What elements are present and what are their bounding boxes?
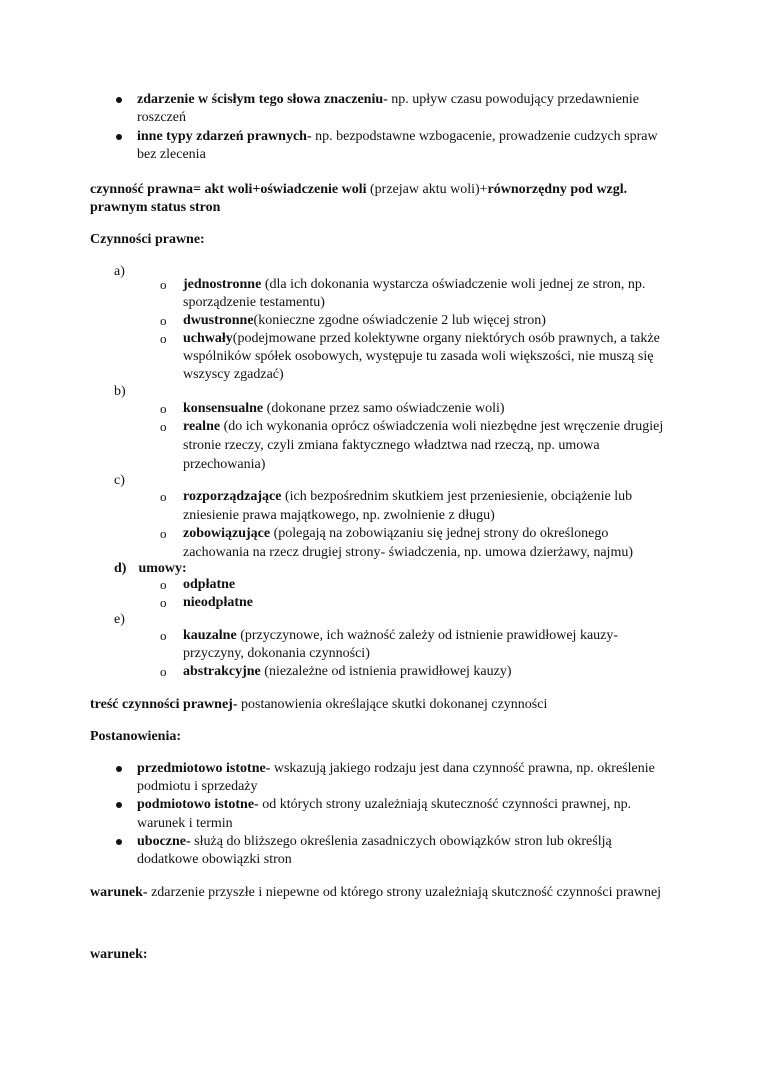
list-item: kauzalne (przyczynowe, ich ważność zależy od istnienie prawidłowej kauzy- [183,628,619,643]
section-heading: Postanowienia: [90,729,181,744]
list-item-continuation: podmiotu i sprzedaży [137,779,258,794]
bullet-icon [116,802,122,808]
list-item: uboczne- służą do bliższego określenia zasadniczych obowiązków stron lub określją [137,834,612,849]
list-item-continuation: stronie rzeczy, czyli zmiana faktycznego władztwa nad rzeczą, np. umowa [183,438,600,453]
circle-bullet-icon: o [160,577,167,592]
circle-bullet-icon: o [160,277,167,292]
tresc-definition: treść czynności prawnej- postanowienia określające skutki dokonanej czynności [90,697,548,712]
list-item: uchwały(podejmowane przed kolektywne organy niektórych osób prawnych, a także [183,331,660,346]
bullet-icon [116,839,122,845]
list-item: przedmiotowo istotne- wskazują jakiego rodzaju jest dana czynność prawna, np. określenie [137,761,655,776]
section-heading: Czynności prawne: [90,232,205,247]
list-item-continuation: wszyscy zgadzać) [183,367,284,382]
list-item: nieodpłatne [183,595,254,610]
list-item-continuation: przechowania) [183,457,266,472]
list-item: realne (do ich wykonania oprócz oświadczenia woli niezbędne jest wręczenie drugiej [183,419,664,434]
list-item-continuation: zachowania na rzecz drugiej strony- świadczenia, np. umowa dzierżawy, najmu) [183,545,634,560]
bullet-icon [116,97,122,103]
definition-line-2: prawnym status stron [90,200,221,215]
circle-bullet-icon: o [160,628,167,643]
list-item: abstrakcyjne (niezależne od istnienia prawidłowej kauzy) [183,664,512,679]
list-item-continuation: wspólników spółek osobowych, występuje tu zasada woli większości, nie muszą się [183,349,654,364]
list-item-continuation: warunek i termin [137,816,233,831]
list-item: odpłatne [183,577,236,592]
list-item: zdarzenie w ścisłym tego słowa znaczeniu- np. upływ czasu powodujący przedawnienie [137,92,639,107]
list-item: inne typy zdarzeń prawnych- np. bezpodstawne wzbogacenie, prowadzenie cudzych spraw [137,129,658,144]
circle-bullet-icon: o [160,419,167,434]
list-item: dwustronne(konieczne zgodne oświadczenie 2 lub więcej stron) [183,313,546,328]
list-item: zobowiązujące (polegają na zobowiązaniu się jednej strony do określonego [183,526,609,541]
list-item: konsensualne (dokonane przez samo oświadczenie woli) [183,401,505,416]
group-label: a) [114,264,125,279]
list-item: podmiotowo istotne- od których strony uzależniają skuteczność czynności prawnej, np. [137,797,632,812]
section-heading: warunek: [90,947,148,962]
group-label: b) [114,384,126,399]
circle-bullet-icon: o [160,401,167,416]
circle-bullet-icon: o [160,595,167,610]
list-item: rozporządzające (ich bezpośrednim skutkiem jest przeniesienie, obciążenie lub [183,489,633,504]
list-item-continuation: zniesienie prawa majątkowego, np. zwolnienie z długu) [183,508,495,523]
list-item-continuation: roszczeń [137,110,186,125]
list-item-continuation: przyczyny, dokonania czynności) [183,646,370,661]
group-label: d) umowy: [114,561,187,576]
bullet-icon [116,766,122,772]
warunek-definition: warunek- zdarzenie przyszłe i niepewne od którego strony uzależniają skutczność czynności prawnej [90,885,662,900]
list-item-continuation: dodatkowe obowiązki stron [137,852,292,867]
list-item-continuation: sporządzenie testamentu) [183,295,325,310]
list-item: jednostronne (dla ich dokonania wystarcza oświadczenie woli jednej ze stron, np. [183,277,646,292]
group-label: c) [114,473,125,488]
circle-bullet-icon: o [160,313,167,328]
list-item-continuation: bez zlecenia [137,147,206,162]
bullet-icon [116,134,122,140]
circle-bullet-icon: o [160,664,167,679]
circle-bullet-icon: o [160,526,167,541]
definition-line: czynność prawna= akt woli+oświadczenie woli (przejaw aktu woli)+równorzędny pod wzgl. [90,182,628,197]
group-label: e) [114,612,125,627]
circle-bullet-icon: o [160,331,167,346]
circle-bullet-icon: o [160,489,167,504]
